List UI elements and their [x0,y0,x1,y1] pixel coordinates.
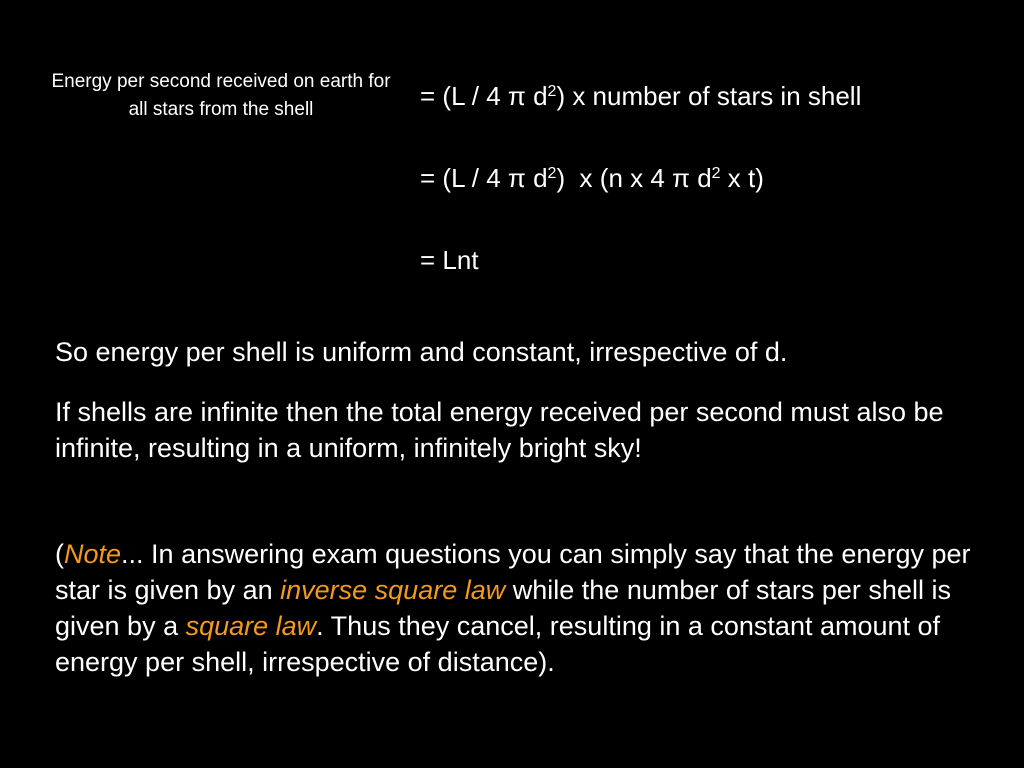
paragraph-infinite-sky: If shells are infinite then the total energy received per second must also be infinite, resulting in a uniform, infinitely bright sky! [55,397,944,463]
note-text-1: ... In answering exam questions you can simply say that the energy per star is given by an [55,539,971,605]
note-text-2: while the number of stars per shell is given by a [55,575,951,641]
equation-3: = Lnt [420,245,479,275]
equation-2 [420,162,764,194]
equation-2-exponent-1: 2 [547,165,557,182]
equation-1-exponent: 2 [547,83,557,100]
side-label: Energy per second received on earth for all stars from the shell [51,71,391,120]
equation-2-exponent-2: 2 [711,165,721,182]
equation-2-mid: ) x (n x 4 π d [556,163,712,193]
equation-1-post: ) x number of stars in shell [556,81,862,111]
note-label: Note [64,539,122,569]
equation-1 [420,80,861,112]
note-text-3: . Thus they cancel, resulting in a constant amount of energy per shell, irrespective of distance). [55,611,941,677]
inverse-square-law-term: inverse square law [280,575,506,605]
note-paragraph [55,536,1005,680]
equation-2-post: x t) [720,163,764,193]
equation-1-pre: = (L / 4 π d [420,81,548,111]
square-law-term: square law [185,611,317,641]
paragraph-uniform-energy: So energy per shell is uniform and constant, irrespective of d. [55,337,788,367]
equation-2-pre: = (L / 4 π d [420,163,548,193]
note-open-paren: ( [55,539,64,569]
